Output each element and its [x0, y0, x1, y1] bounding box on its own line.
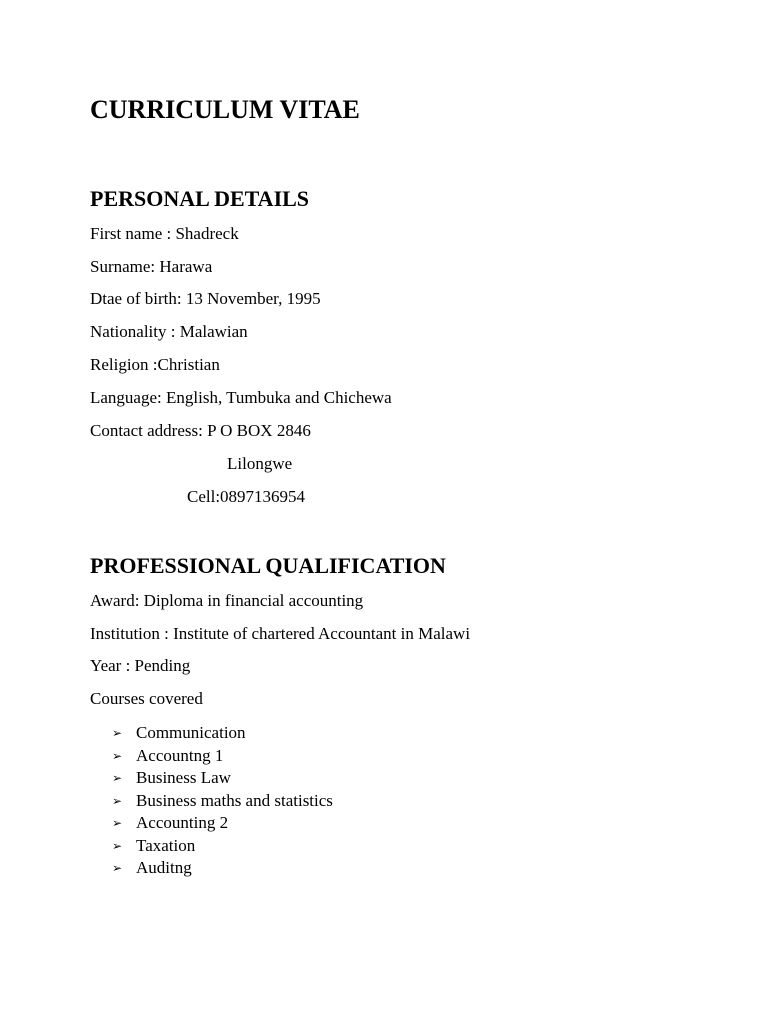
- arrow-bullet-icon: ➢: [112, 816, 123, 831]
- personal-details-heading: PERSONAL DETAILS: [90, 186, 310, 211]
- religion-line: Religion :Christian: [90, 355, 220, 374]
- surname-line: Surname: Harawa: [90, 257, 213, 276]
- course-label: Accounting 2: [136, 813, 229, 833]
- list-item: [112, 745, 333, 768]
- list-item: [112, 857, 333, 880]
- arrow-bullet-icon: ➢: [112, 793, 123, 808]
- nationality-line: Nationality : Malawian: [90, 322, 248, 341]
- cell-line: Cell:0897136954: [187, 487, 306, 506]
- course-label: Taxation: [136, 835, 196, 855]
- arrow-bullet-icon: ➢: [112, 861, 123, 876]
- courses-list: [112, 722, 333, 880]
- date-of-birth-line: Dtae of birth: 13 November, 1995: [90, 289, 321, 308]
- course-label: Communication: [136, 723, 246, 743]
- list-item: [112, 767, 333, 790]
- contact-address-line: Contact address: P O BOX 2846: [90, 421, 311, 440]
- course-label: Accountng 1: [136, 745, 224, 765]
- list-item: [112, 722, 333, 745]
- award-line: Award: Diploma in financial accounting: [90, 591, 364, 610]
- first-name-line: First name : Shadreck: [90, 224, 239, 243]
- list-item: [112, 812, 333, 835]
- course-label: Auditng: [136, 858, 192, 878]
- document-title: CURRICULUM VITAE: [90, 95, 360, 124]
- professional-qualification-heading: PROFESSIONAL QUALIFICATION: [90, 553, 446, 578]
- list-item: [112, 835, 333, 858]
- courses-covered-label: Courses covered: [90, 689, 203, 708]
- arrow-bullet-icon: ➢: [112, 726, 123, 741]
- institution-line: Institution : Institute of chartered Accountant in Malawi: [90, 624, 471, 643]
- list-item: [112, 790, 333, 813]
- arrow-bullet-icon: ➢: [112, 748, 123, 763]
- contact-city-line: Lilongwe: [227, 454, 293, 473]
- language-line: Language: English, Tumbuka and Chichewa: [90, 388, 392, 407]
- year-line: Year : Pending: [90, 656, 191, 675]
- course-label: Business maths and statistics: [136, 790, 333, 810]
- arrow-bullet-icon: ➢: [112, 838, 123, 853]
- course-label: Business Law: [136, 768, 231, 788]
- arrow-bullet-icon: ➢: [112, 771, 123, 786]
